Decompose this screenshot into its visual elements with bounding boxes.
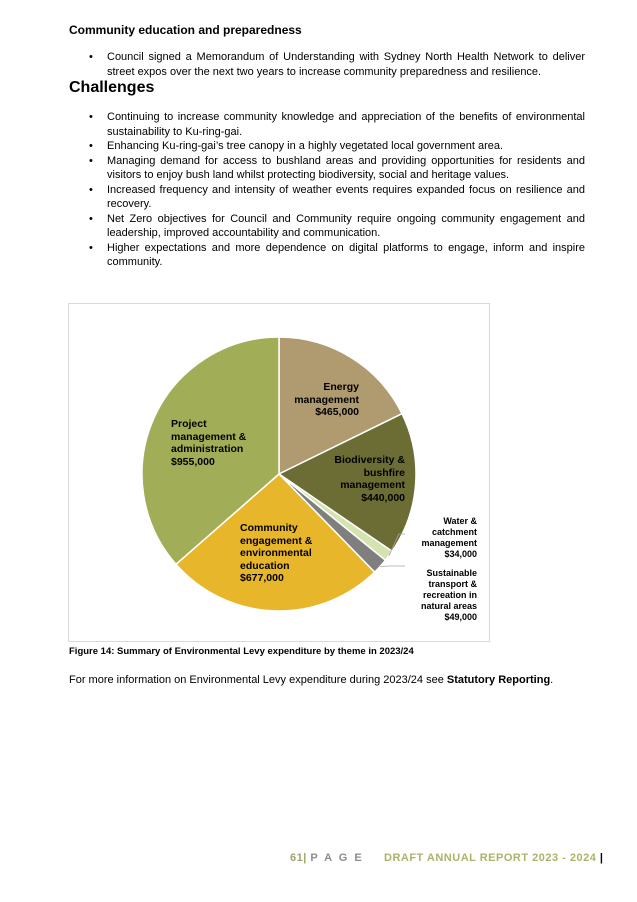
label-line: $465,000 [315,406,359,418]
bullet-text: Increased frequency and intensity of weather events requires expanded focus on resilience and recovery. [107,183,585,210]
label-line: education [240,559,290,572]
label-line: $677,000 [240,572,284,584]
bullet-text: Council signed a Memorandum of Understanding with Sydney North Health Network to deliver street expos over the next two years to increase community preparedness and resilience. [107,51,585,78]
label-line: Project [171,418,207,430]
bullet-text: Managing demand for access to bushland areas and providing opportunities for residents and visitors to enjoy bush land whilst protecting biodiversity, social and heritage values. [107,154,585,181]
label-line: Energy [323,381,359,393]
label-line: transport & [428,579,477,589]
label-line: administration [171,443,244,455]
footer-divider: | [303,852,307,864]
list-item [69,241,585,270]
challenges-heading: Challenges [69,79,155,96]
pie-label-transport [399,568,477,623]
bullet-text: Continuing to increase community knowledge and appreciation of the benefits of environmental sustainability to Ku-ring-gai. [107,111,585,138]
pie-label-energy [283,381,359,419]
label-line: $955,000 [171,455,215,468]
label-line: management [340,479,405,491]
page-word: P A G E [310,852,364,864]
label-line: engagement & [240,534,313,547]
pie-label-community [240,522,340,585]
challenges-bullet-list [69,110,585,270]
pie-label-water [399,516,477,560]
label-line: $34,000 [444,549,477,559]
list-item [69,212,585,241]
label-line: environmental [240,547,312,559]
report-title: DRAFT ANNUAL REPORT 2023 - 2024 [384,852,597,864]
list-item [69,183,585,212]
label-line: Water & [443,516,477,526]
bullet-icon: • [89,241,93,254]
label-line: management & [171,430,247,443]
bullet-icon: • [89,140,93,152]
bullet-icon: • [89,183,93,196]
bullet-icon: • [89,154,93,167]
page-number: 61 [290,852,304,864]
footer-report-title [384,852,603,864]
label-line: bushfire [363,466,405,479]
pie-label-biodiversity [319,454,405,504]
more-info-paragraph [69,674,553,686]
list-item [69,50,585,79]
list-item [69,154,585,183]
label-line: Community [240,522,298,534]
footer-end-divider: | [599,852,604,864]
pie-label-project [171,418,271,468]
bullet-text: Net Zero objectives for Council and Community require ongoing community engagement and leadership, improved accountability and communication. [107,212,585,239]
intro-bullet-list [69,50,585,79]
label-line: management [421,538,477,548]
label-line: $440,000 [361,491,405,504]
label-line: recreation in [422,590,477,600]
bullet-icon: • [89,111,93,123]
label-line: catchment [431,527,477,537]
label-line: Biodiversity & [334,454,405,466]
figure-caption: Figure 14: Summary of Environmental Levy expenditure by theme in 2023/24 [69,646,414,657]
more-info-text: For more information on Environmental Levy expenditure during 2023/24 see [69,674,447,686]
footer-page-number [290,852,364,864]
bullet-text: Enhancing Ku-ring-gai’s tree canopy in a highly vegetated local government area. [107,140,504,152]
bullet-icon: • [89,212,93,225]
label-line: Sustainable [426,568,477,578]
list-item [69,139,585,154]
list-item [69,110,585,139]
label-line: management [294,393,359,406]
label-line: natural areas [420,601,477,611]
pie-chart-frame [68,303,490,642]
bullet-text: Higher expectations and more dependence on digital platforms to engage, inform and inspire community. [107,241,585,268]
section-heading: Community education and preparedness [69,23,302,37]
bullet-icon: • [89,51,93,63]
more-info-suffix: . [550,674,554,686]
statutory-reporting-link[interactable]: Statutory Reporting [446,674,551,686]
label-line: $49,000 [444,612,477,622]
